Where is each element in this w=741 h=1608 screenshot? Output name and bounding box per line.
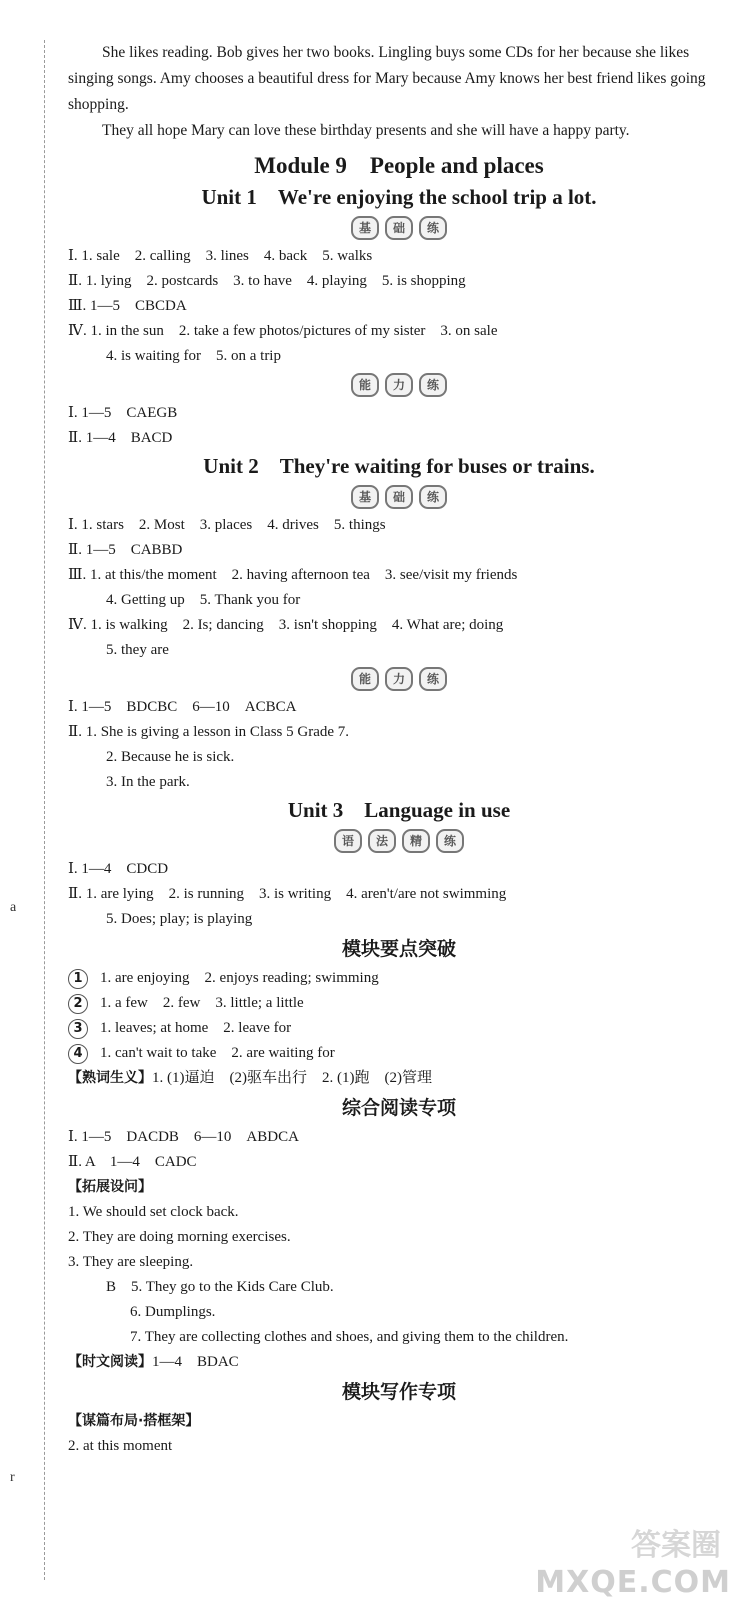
answer-line: Ⅱ. 1. lying 2. postcards 3. to have 4. playing 5. is shopping (68, 273, 466, 289)
answer-line: 4. Getting up 5. Thank you for (106, 592, 301, 608)
badge-char: 练 (419, 373, 447, 397)
intro-paragraph: She likes reading. Bob gives her two books. Lingling buys some CDs for her because she likes singing songs. Amy chooses a beautiful dress for Mary because Amy knows her best friend likes going shopping. (68, 44, 706, 113)
reading-title: 综合阅读专项 (341, 1097, 456, 1119)
answer-line: Ⅰ. 1—4 CDCD (68, 861, 169, 877)
answer-line: 7. They are collecting clothes and shoes, and giving them to the children. (130, 1329, 569, 1345)
badge-char: 练 (419, 485, 447, 509)
badge-char: 法 (368, 829, 396, 853)
badge-char: 基 (351, 485, 379, 509)
intro-paragraph: They all hope Mary can love these birthday presents and she will have a happy party. (102, 122, 630, 139)
badge-char: 力 (385, 373, 413, 397)
key-point-item (68, 1016, 730, 1041)
badge-char: 力 (385, 667, 413, 691)
answer-line: 3. In the park. (106, 774, 190, 790)
answer-line: Ⅰ. 1—5 BDCBC 6—10 ACBCA (68, 699, 297, 715)
badge-char: 础 (385, 216, 413, 240)
answer-line: Ⅳ. 1. is walking 2. Is; dancing 3. isn't shopping 4. What are; doing (68, 617, 504, 633)
badge-char: 练 (436, 829, 464, 853)
news-label: 【时文阅读】 (68, 1354, 152, 1370)
answer-line: 5. they are (106, 642, 169, 658)
key-point-text: 1. leaves; at home 2. leave for (100, 1020, 292, 1036)
answer-content (68, 40, 730, 1459)
answer-line: 2. at this moment (68, 1438, 173, 1454)
answer-line: B 5. They go to the Kids Care Club. (106, 1279, 334, 1295)
answer-line: Ⅱ. 1—5 CABBD (68, 542, 183, 558)
ability-practice-badge (68, 373, 730, 399)
answer-line: 2. Because he is sick. (106, 749, 235, 765)
badge-char: 能 (351, 667, 379, 691)
answer-line: Ⅱ. 1—4 BACD (68, 430, 173, 446)
key-points-title: 模块要点突破 (341, 938, 456, 960)
basic-practice-badge (68, 485, 730, 511)
vocab-text: 1. (1)逼迫 (2)驱车出行 2. (1)跑 (2)管理 (152, 1070, 432, 1086)
watermark-url: MXQE.COM (535, 1565, 731, 1600)
news-reading-line (68, 1350, 730, 1375)
answer-line: 3. They are sleeping. (68, 1254, 194, 1270)
news-text: 1—4 BDAC (152, 1354, 239, 1370)
badge-char: 练 (419, 216, 447, 240)
answer-line: Ⅰ. 1. stars 2. Most 3. places 4. drives 5. things (68, 517, 386, 533)
unit1-title: Unit 1 We're enjoying the school trip a lot. (201, 185, 597, 209)
answer-line: Ⅳ. 1. in the sun 2. take a few photos/pictures of my sister 3. on sale (68, 323, 498, 339)
key-point-item (68, 1041, 730, 1066)
answer-line: Ⅲ. 1—5 CBCDA (68, 298, 187, 314)
answer-line: 5. Does; play; is playing (106, 911, 253, 927)
badge-char: 能 (351, 373, 379, 397)
key-point-text: 1. are enjoying 2. enjoys reading; swimming (100, 970, 379, 986)
watermark-logo: 答案圈 (631, 1528, 721, 1563)
binding-margin-line (44, 40, 45, 1580)
module-title: Module 9 People and places (254, 153, 544, 178)
answer-line: Ⅰ. 1. sale 2. calling 3. lines 4. back 5. walks (68, 248, 373, 264)
answer-line: Ⅱ. 1. She is giving a lesson in Class 5 Grade 7. (68, 724, 350, 740)
circled-number: 2 (68, 994, 88, 1014)
answer-line: 4. is waiting for 5. on a trip (106, 348, 281, 364)
key-point-text: 1. a few 2. few 3. little; a little (100, 995, 304, 1011)
unit3-title: Unit 3 Language in use (287, 798, 511, 822)
basic-practice-badge (68, 216, 730, 242)
key-point-item (68, 991, 730, 1016)
answer-line: Ⅲ. 1. at this/the moment 2. having afternoon tea 3. see/visit my friends (68, 567, 518, 583)
unit2-title: Unit 2 They're waiting for buses or trains. (203, 454, 595, 478)
key-point-text: 1. can't wait to take 2. are waiting for (100, 1045, 335, 1061)
badge-char: 基 (351, 216, 379, 240)
answer-line: Ⅱ. A 1—4 CADC (68, 1154, 197, 1170)
answer-line: Ⅰ. 1—5 DACDB 6—10 ABDCA (68, 1129, 299, 1145)
ability-practice-badge (68, 667, 730, 693)
writing-title: 模块写作专项 (341, 1381, 456, 1403)
answer-line: Ⅱ. 1. are lying 2. is running 3. is writing 4. aren't/are not swimming (68, 886, 507, 902)
answer-line: 1. We should set clock back. (68, 1204, 239, 1220)
grammar-practice-badge (68, 829, 730, 855)
answer-line: 2. They are doing morning exercises. (68, 1229, 291, 1245)
circled-number: 1 (68, 969, 88, 989)
badge-char: 语 (334, 829, 362, 853)
badge-char: 练 (419, 667, 447, 691)
margin-mark: a (10, 900, 17, 915)
circled-number: 3 (68, 1019, 88, 1039)
extension-label: 【拓展设问】 (68, 1179, 152, 1195)
writing-label: 【谋篇布局·搭框架】 (68, 1413, 200, 1429)
circled-number: 4 (68, 1044, 88, 1064)
answer-line: 6. Dumplings. (130, 1304, 216, 1320)
key-point-item (68, 966, 730, 991)
badge-char: 精 (402, 829, 430, 853)
vocab-line (68, 1066, 730, 1091)
margin-mark: r (10, 1470, 15, 1485)
vocab-label: 【熟词生义】 (68, 1070, 152, 1086)
badge-char: 础 (385, 485, 413, 509)
answer-line: Ⅰ. 1—5 CAEGB (68, 405, 178, 421)
